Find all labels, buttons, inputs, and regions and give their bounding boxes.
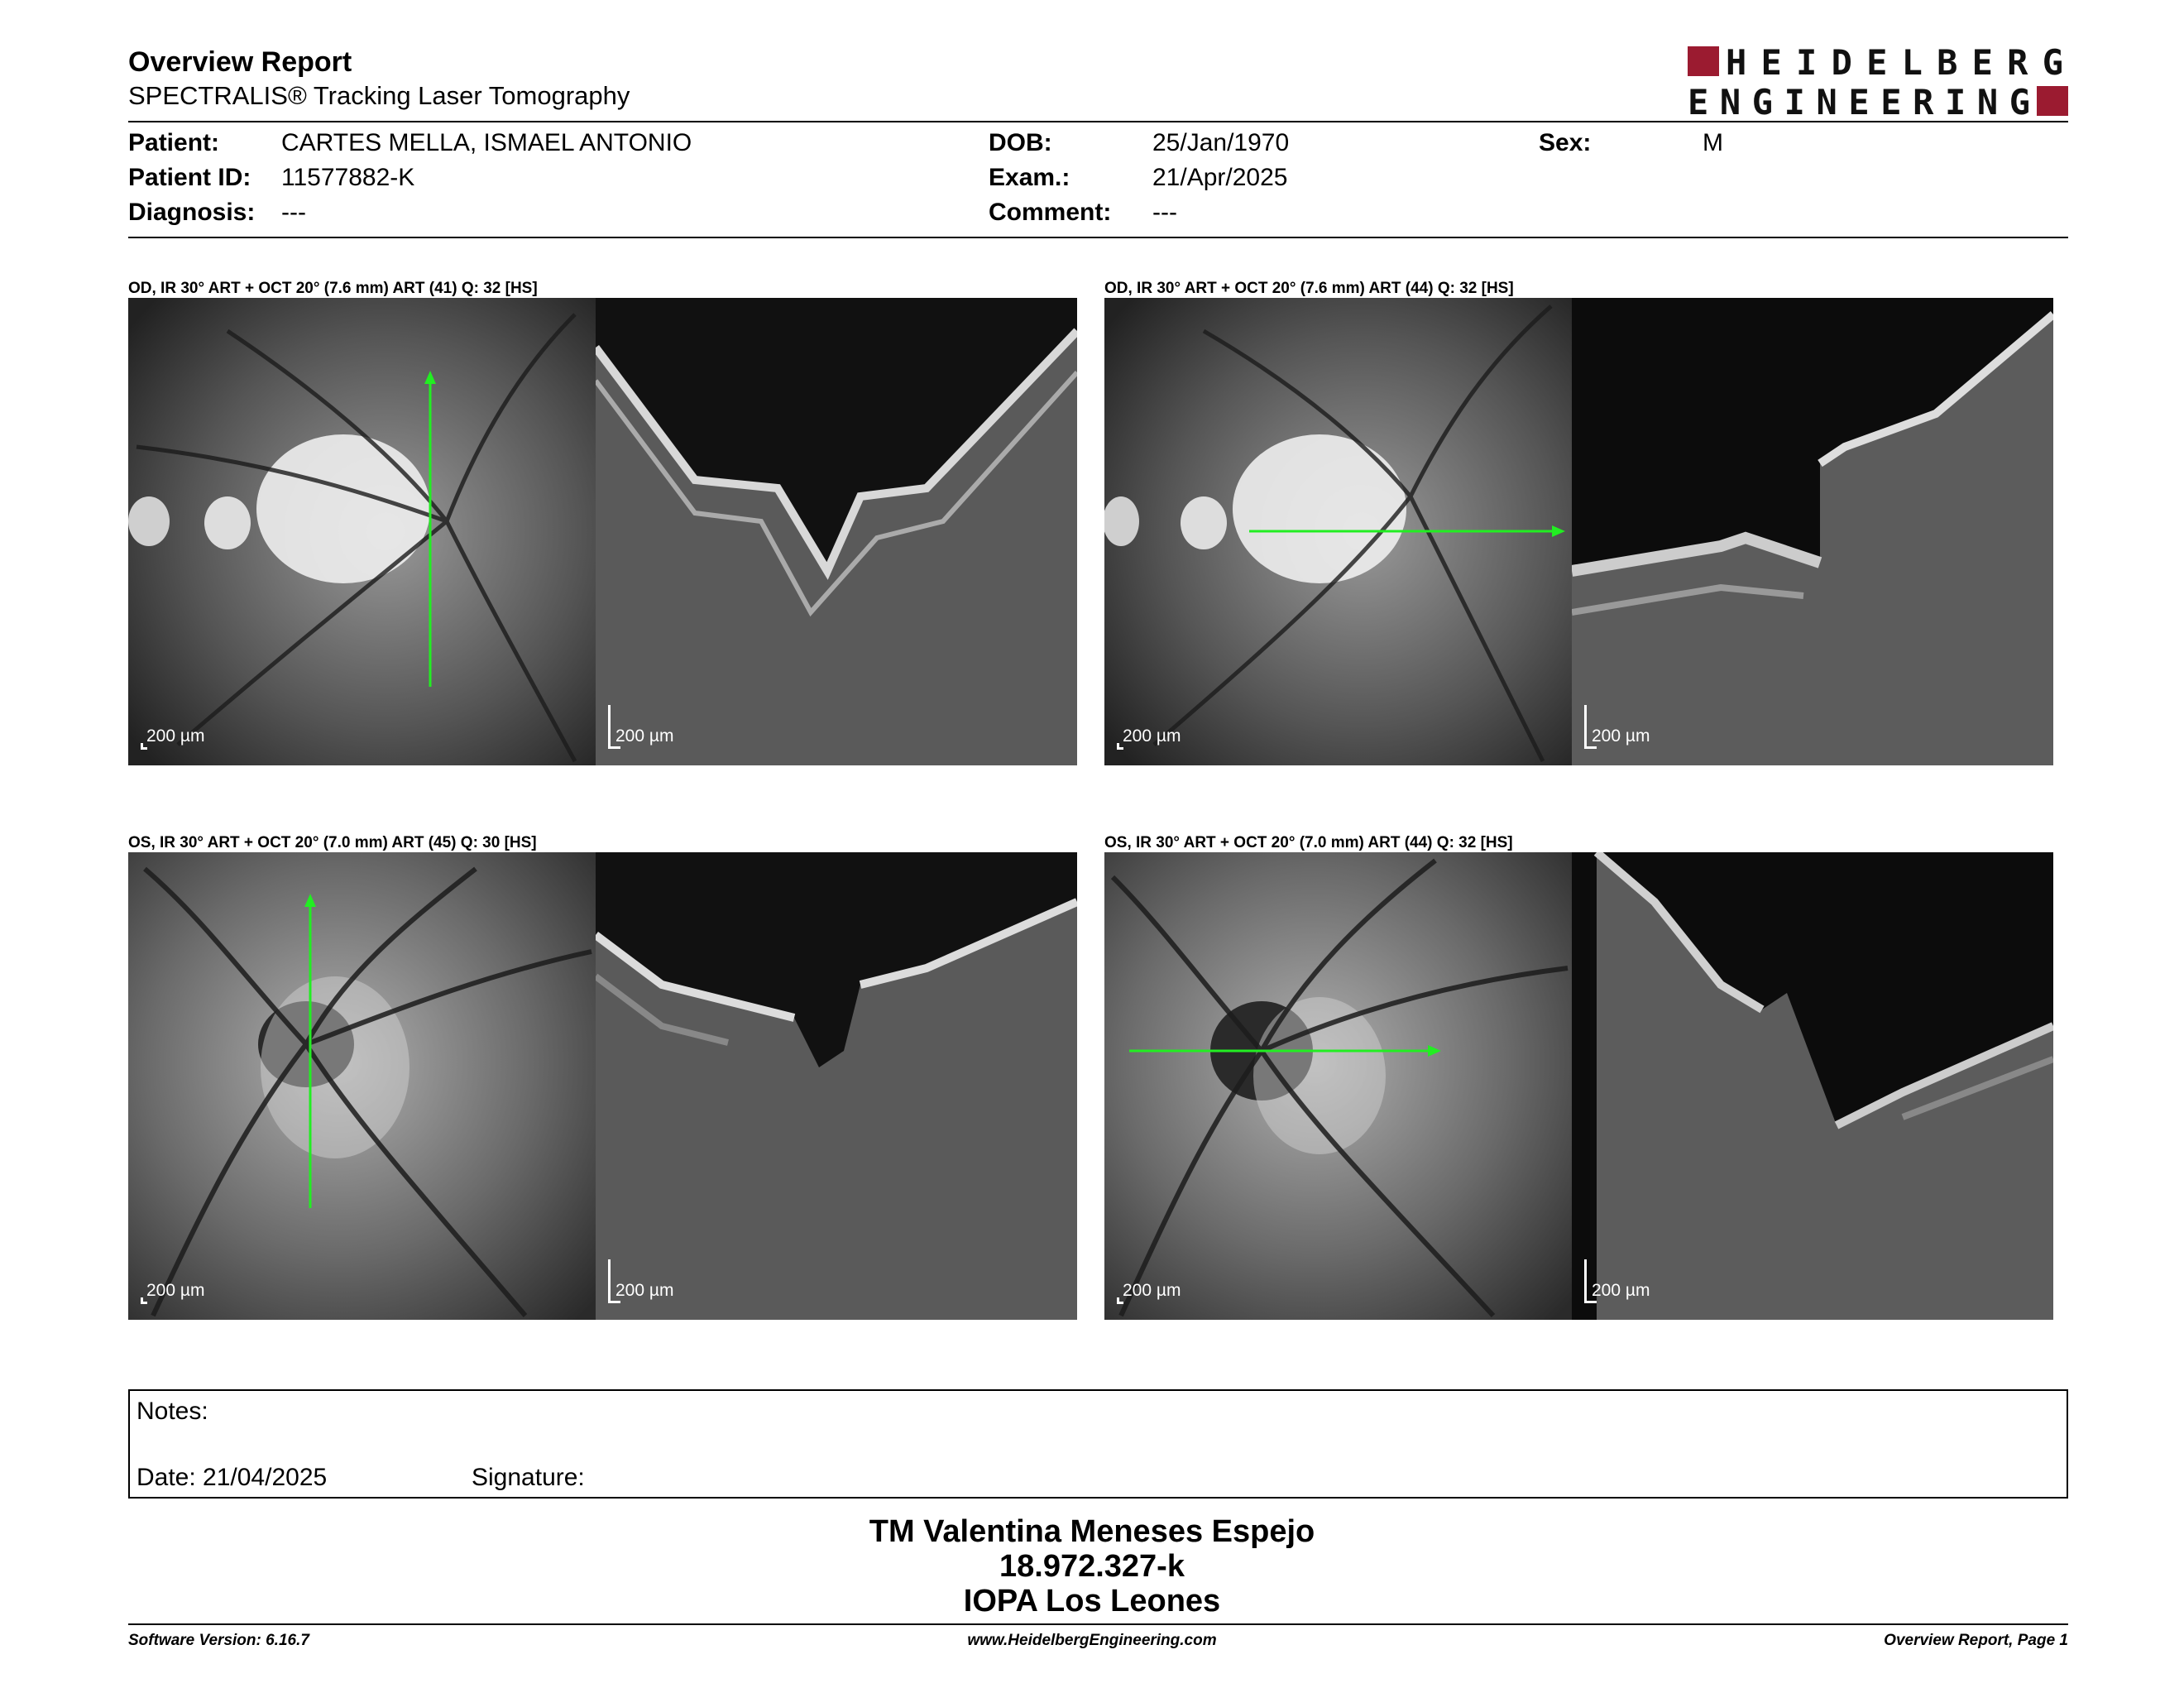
page-indicator: Overview Report, Page 1 <box>1884 1632 2068 1649</box>
header-divider <box>128 121 2068 122</box>
notes-label: Notes: <box>136 1398 208 1425</box>
scale-label: 200 µm <box>1592 727 1650 746</box>
footer-divider <box>128 1623 2068 1625</box>
logo-line1: HEIDELBERG <box>1726 45 2065 83</box>
oct-bscan-2 <box>1572 298 2053 765</box>
scale-label: 200 µm <box>1123 1281 1181 1300</box>
fundus-image-4 <box>1104 852 1572 1320</box>
sex-value: M <box>1703 129 1723 156</box>
diagnosis-label: Diagnosis: <box>128 199 256 226</box>
signer-name: TM Valentina Meneses Espejo <box>869 1514 1315 1549</box>
scale-label: 200 µm <box>1123 727 1181 746</box>
scan-title-2: OD, IR 30° ART + OCT 20° (7.6 mm) ART (44) Q: 32 [HS] <box>1104 280 1514 297</box>
scale-label: 200 µm <box>615 727 674 746</box>
fundus-image-3 <box>128 852 596 1320</box>
report-title: Overview Report <box>128 46 352 78</box>
patient-id-label: Patient ID: <box>128 164 251 191</box>
signature-label: Signature: <box>472 1464 585 1491</box>
sex-label: Sex: <box>1539 129 1592 156</box>
scan-title-3: OS, IR 30° ART + OCT 20° (7.0 mm) ART (45) Q: 30 [HS] <box>128 834 537 851</box>
comment-value: --- <box>1152 199 1177 226</box>
logo-line2: ENGINEERING <box>1688 82 2032 117</box>
scale-label: 200 µm <box>146 727 205 746</box>
date-label: Date: 21/04/2025 <box>136 1464 328 1491</box>
heidelberg-logo <box>1688 45 2068 117</box>
oct-bscan-3 <box>596 852 1077 1320</box>
scan-title-1: OD, IR 30° ART + OCT 20° (7.6 mm) ART (41) Q: 32 [HS] <box>128 280 538 297</box>
comment-label: Comment: <box>989 199 1112 226</box>
website-link[interactable]: www.HeidelbergEngineering.com <box>967 1632 1217 1649</box>
exam-value: 21/Apr/2025 <box>1152 164 1288 191</box>
software-version: Software Version: 6.16.7 <box>128 1632 309 1649</box>
oct-bscan-4 <box>1572 852 2053 1320</box>
scale-label: 200 µm <box>615 1281 674 1300</box>
scan-title-4: OS, IR 30° ART + OCT 20° (7.0 mm) ART (44) Q: 32 [HS] <box>1104 834 1513 851</box>
scale-label: 200 µm <box>146 1281 205 1300</box>
patient-id: 11577882-K <box>281 164 415 191</box>
dob-label: DOB: <box>989 129 1052 156</box>
patient-name: CARTES MELLA, ISMAEL ANTONIO <box>281 129 692 156</box>
diagnosis-value: --- <box>281 199 306 226</box>
fundus-image-1 <box>128 298 596 765</box>
patient-divider <box>128 237 2068 238</box>
signer-rut: 18.972.327-k <box>999 1549 1185 1584</box>
dob-value: 25/Jan/1970 <box>1152 129 1290 156</box>
exam-label: Exam.: <box>989 164 1070 191</box>
oct-bscan-1 <box>596 298 1077 765</box>
signer-place: IOPA Los Leones <box>963 1584 1221 1618</box>
notes-box <box>128 1389 2068 1499</box>
scale-label: 200 µm <box>1592 1281 1650 1300</box>
fundus-image-2 <box>1104 298 1572 765</box>
patient-label: Patient: <box>128 129 220 156</box>
report-subtitle: SPECTRALIS® Tracking Laser Tomography <box>128 81 630 110</box>
